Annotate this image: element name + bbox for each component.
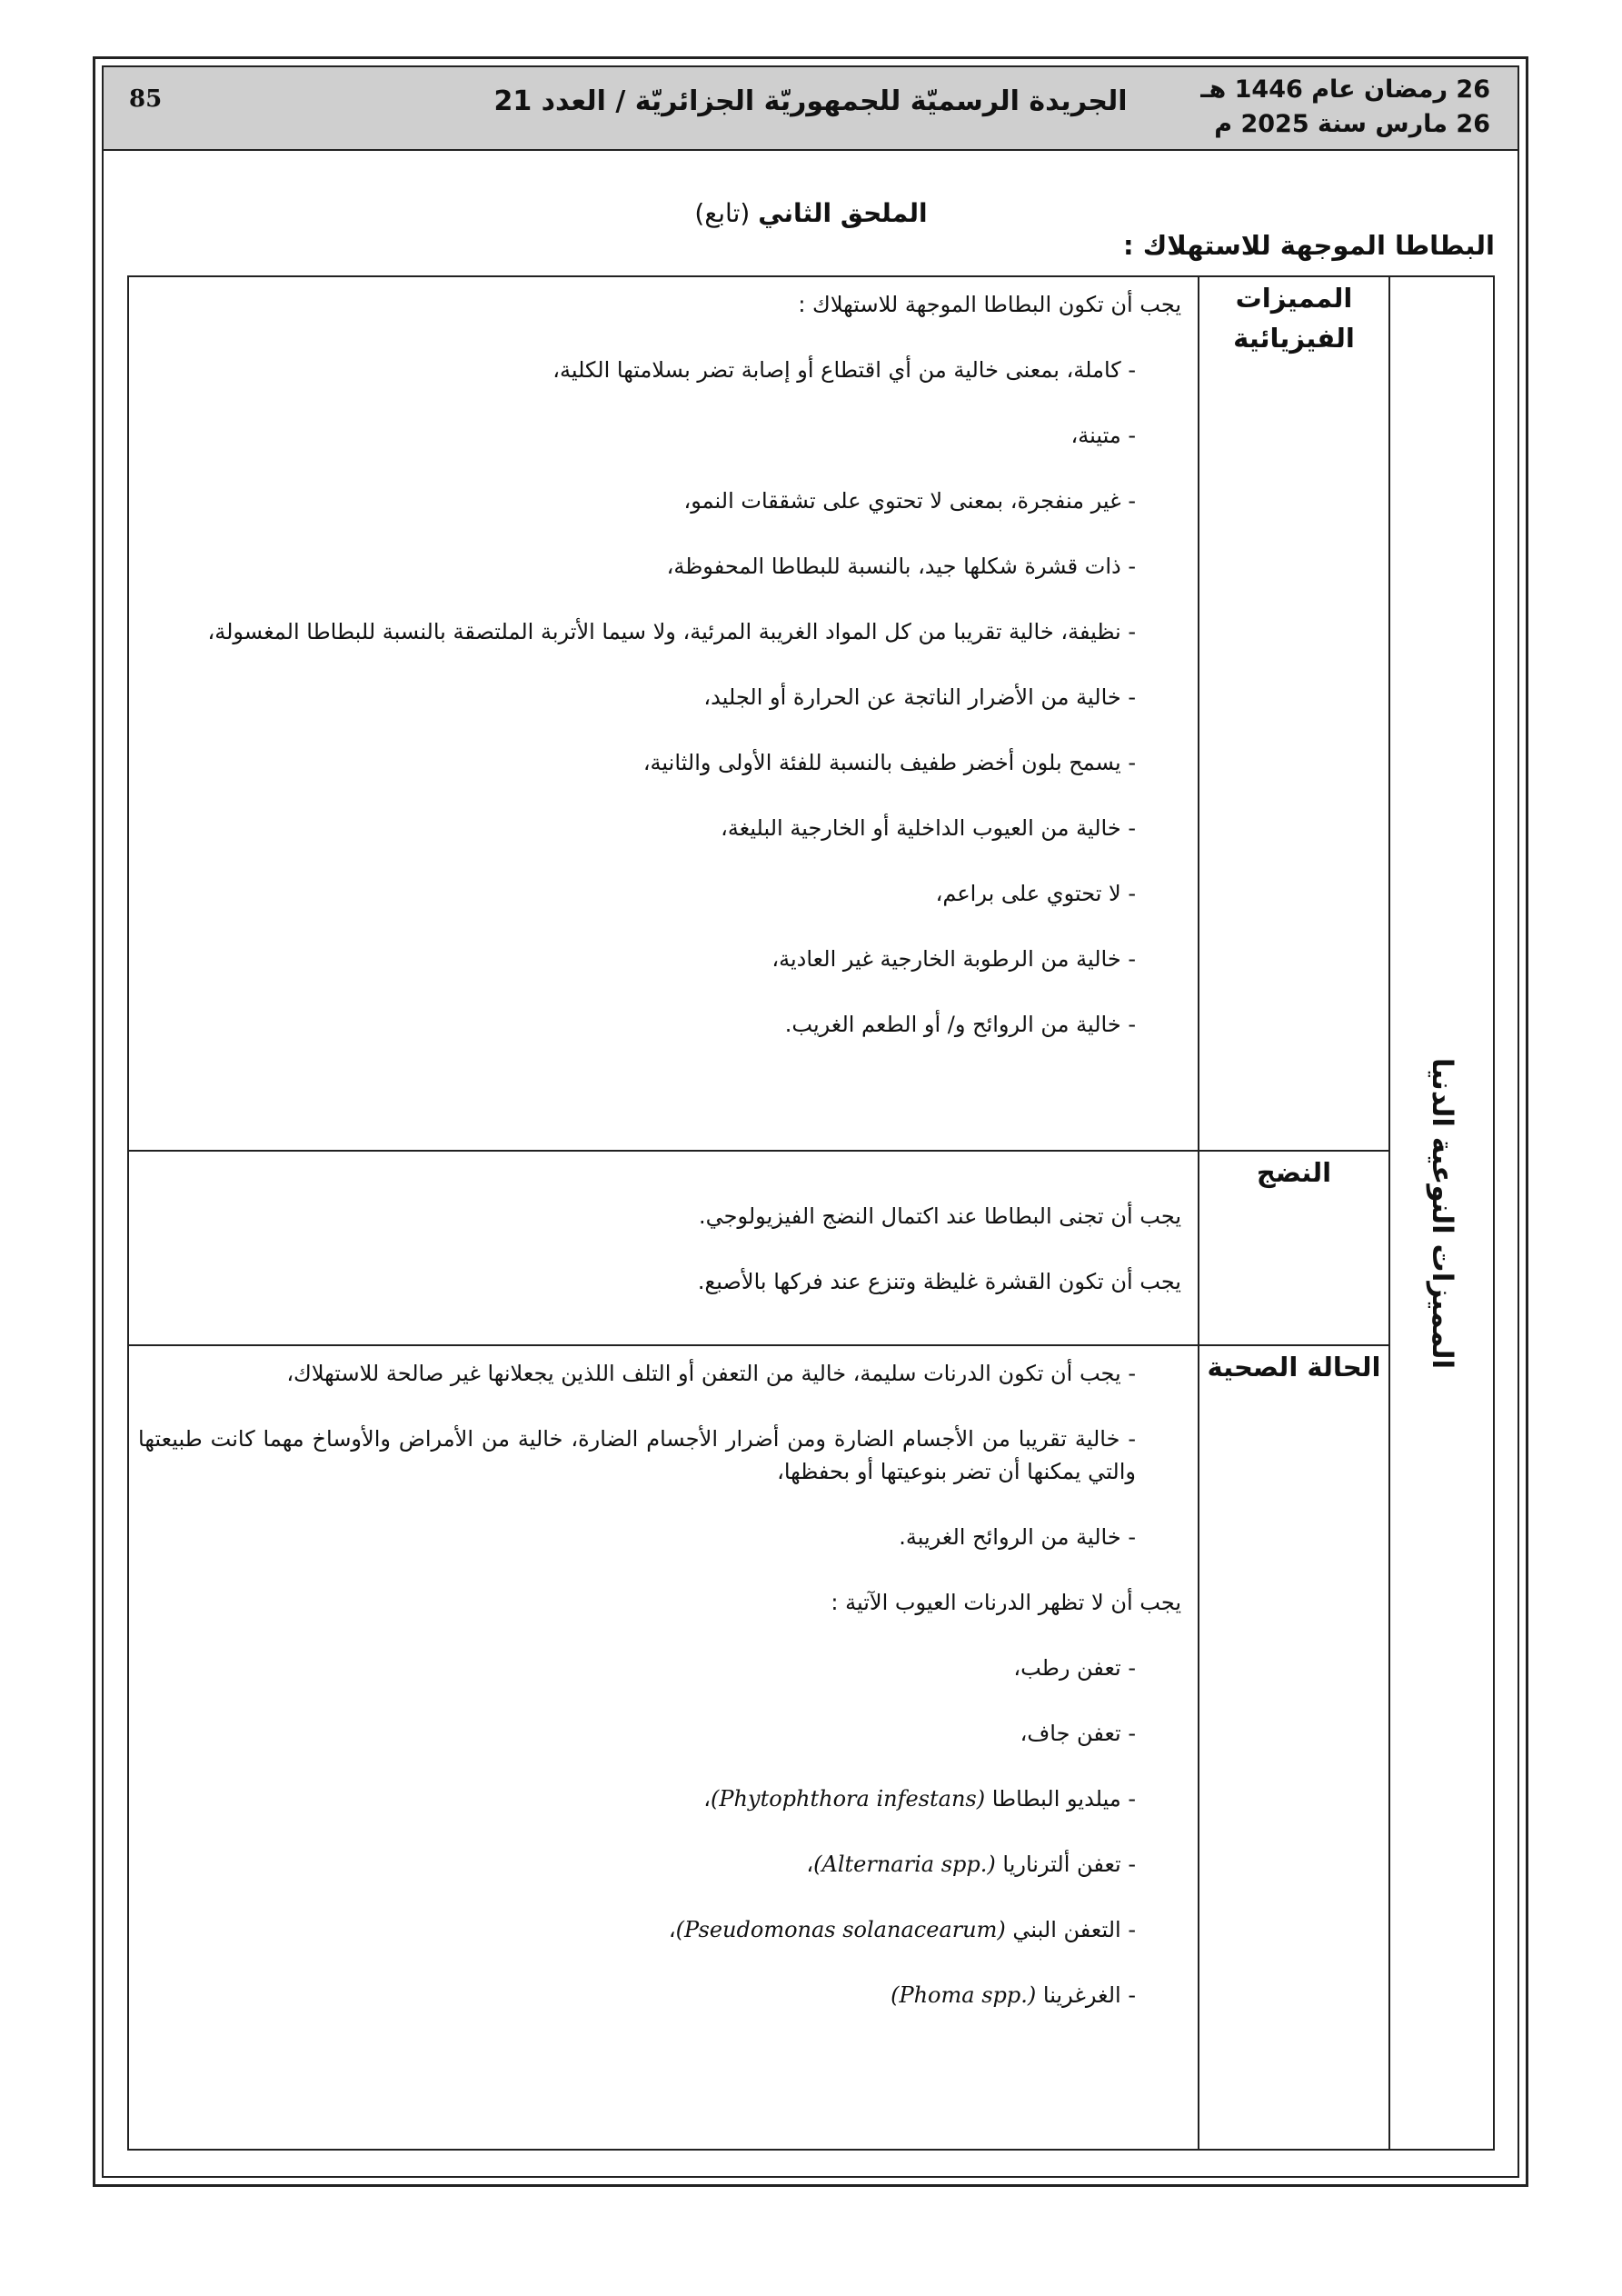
criterion-lines	[138, 288, 1181, 1041]
criterion-text	[128, 1345, 1199, 2150]
list-item-text: - يجب أن تكون الدرنات سليمة، خالية من التعفن أو التلف اللذين يجعلانها غير صالحة للاستهلاك،	[286, 1361, 1136, 1386]
list-item-text: - متينة،	[1070, 423, 1136, 448]
criterion-text	[128, 276, 1199, 1151]
scientific-name: (Phoma spp.)	[891, 1982, 1037, 2008]
list-item-text: - خالية تقريبا من الأجسام الضارة ومن أضرار الأجسام الضارة، خالية من الأمراض والأوساخ مهما كانت طبيعتها والتي يمكنها أن تضر بنوعيتها أو بحفظها،	[138, 1426, 1136, 1484]
list-item	[138, 1782, 1181, 1815]
list-item-text: - التعفن البني	[1012, 1917, 1136, 1942]
list-item	[138, 681, 1181, 714]
scientific-name: (Phytophthora infestans)	[711, 1786, 986, 1812]
list-item	[138, 615, 1181, 648]
list-item	[138, 1008, 1181, 1041]
journal-title: الجريدة الرسميّة للجمهوريّة الجزائريّة / العدد 21	[493, 85, 1128, 117]
group-label: المميزات النوعية الدنيا	[1425, 1057, 1458, 1369]
list-item-text: - خالية من الأضرار الناتجة عن الحرارة أو الجليد،	[703, 684, 1136, 710]
annex-title: الملحق الثاني	[758, 198, 928, 228]
list-item-text: يجب أن تكون البطاطا الموجهة للاستهلاك :	[798, 292, 1181, 317]
list-item	[138, 1979, 1181, 2011]
header-date-hijri: 26 رمضان عام 1446 هـ	[1200, 75, 1490, 104]
list-item	[138, 1848, 1181, 1881]
list-item	[138, 746, 1181, 779]
annex-continued: (تابع)	[694, 198, 751, 228]
punctuation: ،	[703, 1786, 711, 1812]
list-item	[138, 1652, 1181, 1684]
criterion-text	[128, 1151, 1199, 1345]
list-item-text: - خالية من الرطوبة الخارجية غير العادية،	[771, 946, 1136, 972]
list-item-text: يجب أن تكون القشرة غليظة وتنزع عند فركها بالأصبع.	[697, 1269, 1181, 1294]
list-item	[138, 484, 1181, 517]
list-item-text: - ذات قشرة شكلها جيد، بالنسبة للبطاطا المحفوظة،	[666, 554, 1136, 579]
list-item	[138, 550, 1181, 583]
list-item-text: - تعفن ألترناريا	[1002, 1852, 1136, 1877]
spec-table	[127, 275, 1495, 2151]
list-item-text: - كاملة، بمعنى خالية من أي اقتطاع أو إصابة تضر بسلامتها الكلية،	[552, 357, 1136, 383]
criterion-health: الحالة الصحية	[1199, 1345, 1389, 2150]
list-item-text: - الغرغرينا	[1042, 1982, 1136, 2008]
criterion-maturity: النضج	[1199, 1151, 1389, 1345]
list-item-text: - تعفن جاف،	[1020, 1721, 1136, 1746]
list-item-text: - ميلديو البطاطا	[991, 1786, 1136, 1812]
list-item	[138, 943, 1181, 975]
table-row	[128, 1345, 1494, 2150]
list-item	[138, 1586, 1181, 1619]
criterion-lines	[138, 1200, 1181, 1298]
list-item-text: - نظيفة، خالية تقريبا من كل المواد الغريبة المرئية، ولا سيما الأتربة الملتصقة بالنسبة للبطاطا المغسولة،	[207, 619, 1136, 644]
list-item-text: - غير منفجرة، بمعنى لا تحتوي على تشققات النمو،	[683, 488, 1136, 514]
list-item-text: - خالية من العيوب الداخلية أو الخارجية البليغة،	[721, 815, 1136, 841]
list-item	[138, 288, 1181, 321]
table-row	[128, 276, 1494, 1151]
list-item	[138, 1265, 1181, 1298]
list-item-text: - خالية من الروائح و/ أو الطعم الغريب.	[784, 1012, 1136, 1037]
list-item	[138, 1717, 1181, 1750]
list-item-text: يجب أن لا تظهر الدرنات العيوب الآتية :	[831, 1590, 1181, 1615]
list-item	[138, 1521, 1181, 1553]
scientific-name: (Alternaria spp.)	[813, 1852, 996, 1877]
journal-header	[104, 67, 1518, 151]
list-item-text: - خالية من الروائح الغريبة.	[899, 1524, 1136, 1550]
list-item	[138, 419, 1181, 452]
list-item-text: - لا تحتوي على براعم،	[935, 881, 1136, 906]
list-item	[138, 1423, 1181, 1488]
list-item	[138, 1200, 1181, 1233]
page-number: 85	[129, 85, 163, 113]
list-item	[138, 877, 1181, 910]
list-item	[138, 354, 1181, 386]
list-item	[138, 812, 1181, 844]
list-item-text: يجب أن تجنى البطاطا عند اكتمال النضج الفيزيولوجي.	[699, 1203, 1181, 1229]
section-title: البطاطا الموجهة للاستهلاك :	[1123, 230, 1495, 261]
punctuation: ،	[668, 1917, 676, 1942]
punctuation: ،	[806, 1852, 814, 1877]
list-item	[138, 1357, 1181, 1390]
table-row	[128, 1151, 1494, 1345]
group-cell	[1389, 276, 1494, 2150]
list-item-text: - تعفن رطب،	[1013, 1655, 1136, 1681]
scientific-name: (Pseudomonas solanacearum)	[675, 1917, 1006, 1942]
header-date-gregorian: 26 مارس سنة 2025 م	[1214, 110, 1490, 138]
annex-heading	[0, 198, 1622, 228]
criterion-physical: المميزات الفيزيائية	[1199, 276, 1389, 1151]
criterion-lines	[138, 1357, 1181, 2011]
list-item-text: - يسمح بلون أخضر طفيف بالنسبة للفئة الأولى والثانية،	[642, 750, 1136, 775]
list-item	[138, 1913, 1181, 1946]
